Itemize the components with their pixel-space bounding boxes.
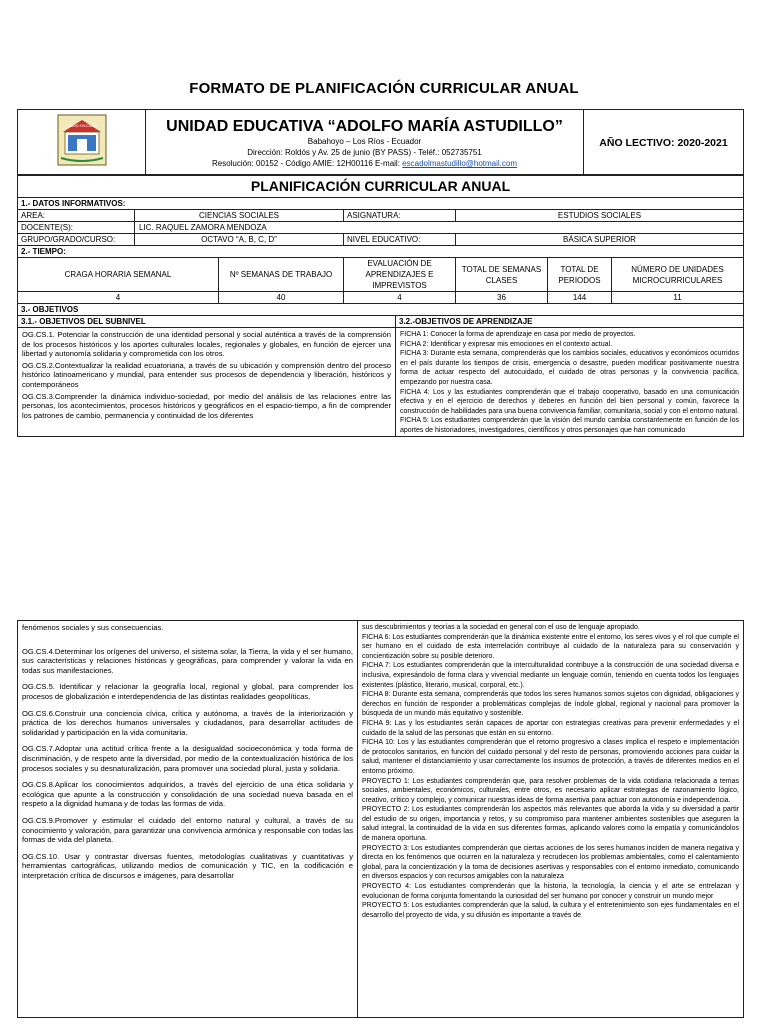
- area-value: CIENCIAS SOCIALES: [135, 210, 344, 222]
- school-year: AÑO LECTIVO: 2020-2021: [584, 110, 744, 176]
- area-label: AREA:: [18, 210, 135, 222]
- objective-og-cs-6: OG.CS.6.Construir una conciencia cívica, crítica y autónoma, a través de la interiorización y práctica de los derechos humanos universales y ciudadanos, para desarrollar actitudes de solidaridad y participación en la vida comunitaria.: [22, 708, 353, 737]
- subject-label: ASIGNATURA:: [344, 210, 456, 222]
- school-resolution-line: [149, 158, 580, 169]
- level-value: BÁSICA SUPERIOR: [456, 234, 744, 246]
- planning-table: [17, 174, 744, 437]
- plan-title: PLANIFICACIÓN CURRICULAR ANUAL: [18, 175, 744, 198]
- ficha-1: FICHA 1: Conocer la forma de aprendizaje en casa por medio de proyectos.: [400, 331, 636, 338]
- subnivel-objectives-continued: [18, 621, 358, 1018]
- logo-cell: [18, 110, 146, 176]
- objectives-continuation-table: [17, 620, 744, 1018]
- time-value-weeks: 40: [219, 292, 344, 304]
- objective-og-cs-10: OG.CS.10. Usar y contrastar diversas fuentes, metodologías cualitativas y cuantitativas y herramientas cartográficas, utilizando medios de comunicación y TIC, en la codificación e interpretación crítica de discursos e imágenes, para desarrollar: [22, 851, 353, 880]
- teacher-label: DOCENTE(S):: [18, 222, 135, 234]
- ficha-10: FICHA 10: Los y las estudiantes comprenderán que el retorno progresivo a clases implica el respeto e implementación de protocolos sanitarios, en función del cuidado personal y del resto de personas, promoviendo acciones para cuidar la salud, mantener el distanciamiento y usar correctamente los insumos de protección, a través de diferentes medios en el entorno próximo.: [362, 739, 739, 775]
- school-location: Babahoyo – Los Ríos - Ecuador: [307, 137, 422, 146]
- learning-objectives-cell: [396, 328, 744, 437]
- learning-objectives-heading: 3.2.-OBJETIVOS DE APRENDIZAJE: [396, 316, 744, 328]
- time-value-total-weeks: 36: [456, 292, 548, 304]
- group-label: GRUPO/GRADO/CURSO:: [18, 234, 135, 246]
- ficha-3: FICHA 3: Durante esta semana, comprenderás que los cambios sociales, educativos y económicos ocurridos en el país durante los tiempos de crisis, emergencia o desastre, pueden modificar positivamente nuestra forma de actuar respecto del autocuidado, el cuidado de otras personas y la convivencia pacífica, empezando por nuestra casa.: [400, 350, 739, 386]
- proyecto-4: PROYECTO 4: Los estudiantes comprenderán que la historia, la tecnología, la ciencia y el arte se entrelazan y evolucionan de forma conjunta fomentando la curiosidad del ser humano por conocer y construir un mundo mejor: [362, 883, 739, 900]
- logo-lettering: UNIDAD EDUCATIVA: [66, 124, 97, 128]
- school-resolution: Resolución: 00152 - Código AMIE: 12H00116 E-mail:: [211, 159, 400, 168]
- proyecto-3: PROYECTO 3: Los estudiantes comprenderán que ciertas acciones de los seres humanos inciden de manera negativa y directa en los fenómenos que ocurren en la naturaleza y recrudecen los problemas ambientales, como el calentamiento global, para la concientización y la toma de decisiones asertivas y responsables con el entorno inmediato, comunicando en diversos espacios y con recursos amigables con la naturaleza: [362, 844, 739, 881]
- ficha-2: FICHA 2: Identificar y expresar mis emociones en el contexto actual.: [400, 340, 613, 348]
- time-col-total-periods: TOTAL DE PERIODOS: [548, 258, 612, 292]
- ficha-9: FICHA 9: Las y los estudiantes serán capaces de aportar con estrategias creativas para prevenir enfermedades y el cuidado de la salud de las personas que están en su entorno.: [362, 719, 739, 737]
- time-col-total-weeks: TOTAL DE SEMANAS CLASES: [456, 258, 548, 292]
- ficha-6: FICHA 6: Los estudiantes comprenderán que la dinámica existente entre el entorno, los seres vivos y el rol que cumple el ser humano en el cuidado de esta interrelación contribuye al cuidado de la naturaleza para su conservación y concientización sobre su posible deterioro.: [362, 633, 739, 660]
- proyecto-5: PROYECTO 5: Los estudiantes comprenderán que la salud, la cultura y el entretenimiento son ejes fundamentales en el desarrollo del proyecto de vida, y su difusión es importante a través de: [362, 902, 739, 919]
- ficha-4: FICHA 4: Los y las estudiantes comprenderán que el trabajo cooperativo, basado en una comunicación efectiva y en el ejercicio de derechos y deberes en función del bien personal y común, favorece la construcción de habilidades para una buena convivencia familiar, comunitaria, social y con el entorno natural.: [400, 388, 739, 415]
- header-table: [17, 109, 744, 176]
- school-email-link[interactable]: escadolmastudillo@hotmail.com: [402, 159, 518, 168]
- time-col-units: NÚMERO DE UNIDADES MICROCURRICULARES: [612, 258, 744, 292]
- time-value-total-periods: 144: [548, 292, 612, 304]
- ficha-8: FICHA 8: Durante esta semana, comprenderás que todos los seres humanos somos sujetos con dignidad, obligaciones y derechos en función de responder a problemáticas complejas de índole global, regional y nacional para promover la búsqueda de un mundo más equitativo y sostenible.: [362, 691, 739, 718]
- group-value: OCTAVO “A, B, C, D”: [135, 234, 344, 246]
- objective-og-cs-4: OG.CS.4.Determinar los orígenes del universo, el sistema solar, la Tierra, la vida y el ser humano, sus características y relaciones históricas y geográficas, para comprender y valorar la vida en todas sus manifestaciones.: [22, 646, 353, 675]
- subject-value: ESTUDIOS SOCIALES: [456, 210, 744, 222]
- objective-og-cs-7: OG.CS.7.Adoptar una actitud crítica frente a la desigualdad socioeconómica y toda forma de discriminación, y de respeto ante la diversidad, por medio de la contextualización histórica de los procesos sociales y su desnaturalización, para promover una sociedad plural, justa y solidaria.: [22, 744, 353, 773]
- objective-og-cs-3: OG.CS.3.Comprender la dinámica individuo-sociedad, por medio del análisis de las relaciones entre las personas, los acontecimientos, procesos históricos y geográficos en el espacio-tiempo, a fin de comprender los patrones de cambio, permanencia y continuidad de los diferentes: [22, 391, 391, 420]
- document-title: FORMATO DE PLANIFICACIÓN CURRICULAR ANUAL: [189, 80, 579, 97]
- objective-og-cs-5: OG.CS.5. Identificar y relacionar la geografía local, regional y global, para comprender los procesos de globalización e interdependencia de las distintas realidades geopolíticas.: [22, 682, 353, 701]
- ficha-5: FICHA 5: Los estudiantes comprenderán que la visión del mundo cambia constantemente en función de los aportes de historiadores, investigadores, científicos y otros personajes que han comunicado: [400, 417, 739, 434]
- school-logo-icon: [57, 114, 107, 166]
- subnivel-objectives-cell: [18, 328, 396, 437]
- level-label: NIVEL EDUCATIVO:: [344, 234, 456, 246]
- section2-heading: 2.- TIEMPO:: [18, 246, 744, 258]
- ficha-5-continued: sus descubrimientos y teorías a la sociedad en general con el uso de lenguaje apropiado.: [362, 624, 640, 631]
- objective-continued-fragment: fenómenos sociales y sus consecuencias.: [22, 623, 164, 632]
- section1-heading: 1.- DATOS INFORMATIVOS:: [18, 198, 744, 210]
- proyecto-1: PROYECTO 1: Los estudiantes comprenderán que, para resolver problemas de la vida cotidiana relacionada a temas sociales, ambientales, económicos, culturales, entre otros, es necesario aplicar estrategias de razonamiento lógico, creativo, crítico y complejo, y comunicar nuestras ideas de forma asertiva para actuar con autonomía e independencia.: [362, 777, 739, 804]
- subnivel-objectives-heading: 3.1.- OBJETIVOS DEL SUBNIVEL: [18, 316, 396, 328]
- objective-og-cs-1: OG.CS.1. Potenciar la construcción de una identidad personal y social auténtica a través de la comprensión de los procesos históricos y los aportes culturales locales, regionales y globales, en función de ejercer una libertad y autonomía solidaria y comprometida con los otros.: [22, 330, 391, 359]
- learning-objectives-continued: [358, 621, 744, 1018]
- objective-og-cs-8: OG.CS.8.Aplicar los conocimientos adquiridos, a través del ejercicio de una ética solidaria y ecológica que apunte a la construcción y consolidación de una sociedad nueva basada en el respeto a la dignidad humana y de todas las formas de vida.: [22, 780, 353, 809]
- time-value-weekly-hours: 4: [18, 292, 219, 304]
- time-value-evaluation: 4: [344, 292, 456, 304]
- school-info-cell: [146, 110, 584, 176]
- objective-og-cs-9: OG.CS.9.Promover y estimular el cuidado del entorno natural y cultural, a través de su conocimiento y valoración, para garantizar una convivencia armónica y responsable con todas las formas de vida del planeta.: [22, 815, 353, 845]
- school-name: UNIDAD EDUCATIVA “ADOLFO MARÍA ASTUDILLO”: [166, 118, 563, 135]
- section3-heading: 3.- OBJETIVOS: [18, 304, 744, 316]
- time-col-weeks: Nº SEMANAS DE TRABAJO: [219, 258, 344, 292]
- time-value-units: 11: [612, 292, 744, 304]
- proyecto-2: PROYECTO 2: Los estudiantes comprenderán los aspectos más relevantes que aborda la vida y su diversidad a partir del estudio de su origen, importancia y retos, y su compromiso para mantener ambientes sostenibles que aseguren la salud integral, la continuidad de la vida en sus diferentes formas, aplicando valores como la empatía y comunicándolos de manera oportuna.: [362, 806, 739, 843]
- school-address: Dirección: Roldós y Av. 25 de junio (BY PASS) - Teléf.: 052735751: [247, 148, 482, 157]
- ficha-7: FICHA 7: Los estudiantes comprenderán que la interculturalidad contribuye a la construcción de una sociedad diversa e inclusiva, expresándolo de forma clara y vivencial mediante un lenguaje común, teniendo en cuenta todos los lenguajes existentes (plástico, literario, musical, corporal, etc.).: [362, 662, 739, 689]
- objective-og-cs-2: OG.CS.2.Contextualizar la realidad ecuatoriana, a través de su ubicación y comprensión dentro del proceso histórico latinoamericano y mundial, para entender sus procesos de dependencia y liberación, históricos y contemporáneos: [22, 360, 391, 389]
- teacher-value: LIC. RAQUEL ZAMORA MENDOZA: [135, 222, 744, 234]
- time-col-evaluation: EVALUACIÓN DE APRENDIZAJES E IMPREVISTOS: [344, 258, 456, 292]
- time-col-weekly-hours: CRAGA HORARIA SEMANAL: [18, 258, 219, 292]
